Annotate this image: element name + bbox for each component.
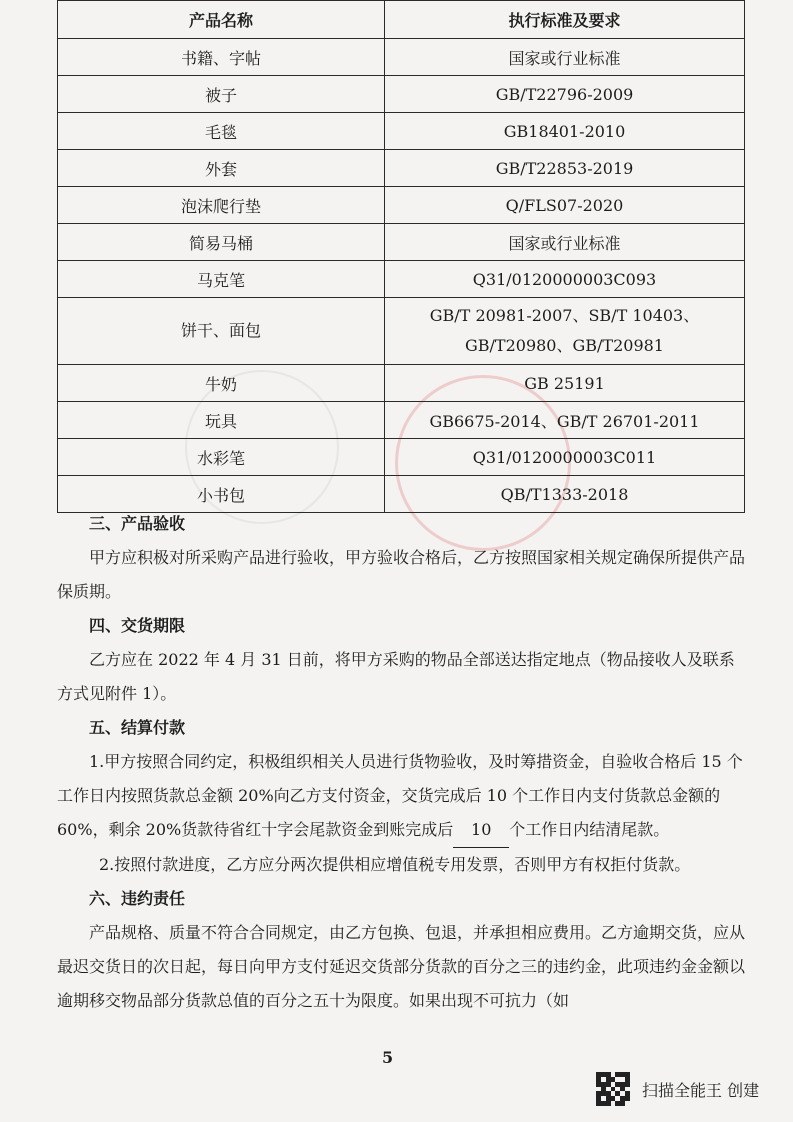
header-product-name: 产品名称 <box>58 1 385 39</box>
standard-cell: QB/T1333-2018 <box>385 476 745 513</box>
table-row <box>58 298 745 365</box>
table-row <box>58 365 745 402</box>
table-row <box>58 261 745 298</box>
product-cell: 简易马桶 <box>58 224 385 261</box>
payment-paragraph-2: 2.按照付款进度，乙方应分两次提供相应增值税专用发票，否则甲方有权拒付货款。 <box>99 855 691 874</box>
payment-paragraph-1 <box>57 745 747 848</box>
product-cell: 玩具 <box>58 402 385 439</box>
table-row <box>58 439 745 476</box>
page-number: 5 <box>382 1048 394 1067</box>
payment-days-blank: 10 <box>453 813 509 848</box>
product-cell: 水彩笔 <box>58 439 385 476</box>
section-heading-liability: 六、违约责任 <box>89 889 186 908</box>
standard-cell: GB/T22796-2009 <box>385 76 745 113</box>
product-cell: 饼干、面包 <box>58 298 385 365</box>
table-row <box>58 402 745 439</box>
product-cell: 马克笔 <box>58 261 385 298</box>
standard-cell: GB18401-2010 <box>385 113 745 150</box>
header-standard: 执行标准及要求 <box>385 1 745 39</box>
payment-text-b: 个工作日内结清尾款。 <box>509 820 670 839</box>
standard-cell: GB 25191 <box>385 365 745 402</box>
contract-body <box>57 507 747 1018</box>
table-row <box>58 150 745 187</box>
acceptance-paragraph: 甲方应积极对所采购产品进行验收，甲方验收合格后，乙方按照国家相关规定确保所提供产品保质期。 <box>57 548 746 601</box>
product-cell: 牛奶 <box>58 365 385 402</box>
product-cell: 书籍、字帖 <box>58 39 385 76</box>
standard-cell: Q31/0120000003C093 <box>385 261 745 298</box>
qr-code-icon <box>596 1072 630 1106</box>
standards-table <box>57 0 745 513</box>
section-heading-delivery: 四、交货期限 <box>89 616 186 635</box>
table-row <box>58 39 745 76</box>
table-row <box>58 224 745 261</box>
section-heading-acceptance: 三、产品验收 <box>89 514 186 533</box>
table-header-row <box>58 1 745 39</box>
product-cell: 小书包 <box>58 476 385 513</box>
standard-cell: GB/T22853-2019 <box>385 150 745 187</box>
liability-paragraph: 产品规格、质量不符合合同规定，由乙方包换、包退，并承担相应费用。乙方逾期交货，应从最迟交货日的次日起，每日向甲方支付延迟交货部分货款的百分之三的违约金，此项违约金金额以逾期移交物品部分货款总值的百分之五十为限度。如果出现不可抗力（如 <box>57 923 746 1010</box>
standard-cell: GB6675-2014、GB/T 26701-2011 <box>385 402 745 439</box>
product-cell: 外套 <box>58 150 385 187</box>
product-cell: 泡沫爬行垫 <box>58 187 385 224</box>
standard-cell: 国家或行业标准 <box>385 224 745 261</box>
scanner-watermark-text: 扫描全能王 创建 <box>642 1080 760 1100</box>
product-cell: 毛毯 <box>58 113 385 150</box>
scanner-footer <box>596 1072 759 1106</box>
standard-cell: Q31/0120000003C011 <box>385 439 745 476</box>
table-row <box>58 76 745 113</box>
table-row <box>58 187 745 224</box>
standard-cell: 国家或行业标准 <box>385 39 745 76</box>
standard-cell: Q/FLS07-2020 <box>385 187 745 224</box>
section-heading-payment: 五、结算付款 <box>89 718 186 737</box>
product-cell: 被子 <box>58 76 385 113</box>
table-row <box>58 113 745 150</box>
payment-text-a: 1.甲方按照合同约定，积极组织相关人员进行货物验收，及时筹措资金，自验收合格后 15 个工作日内按照货款总金额 20%向乙方支付资金，交货完成后 10 个工作日内支付货款总金额的 60%，剩余 20%货款待省红十字会尾款资金到账完成后 <box>57 752 743 839</box>
standard-cell: GB/T 20981-2007、SB/T 10403、GB/T20980、GB/T20981 <box>385 298 745 365</box>
delivery-paragraph: 乙方应在 2022 年 4 月 31 日前，将甲方采购的物品全部送达指定地点（物品接收人及联系方式见附件 1）。 <box>57 650 735 703</box>
